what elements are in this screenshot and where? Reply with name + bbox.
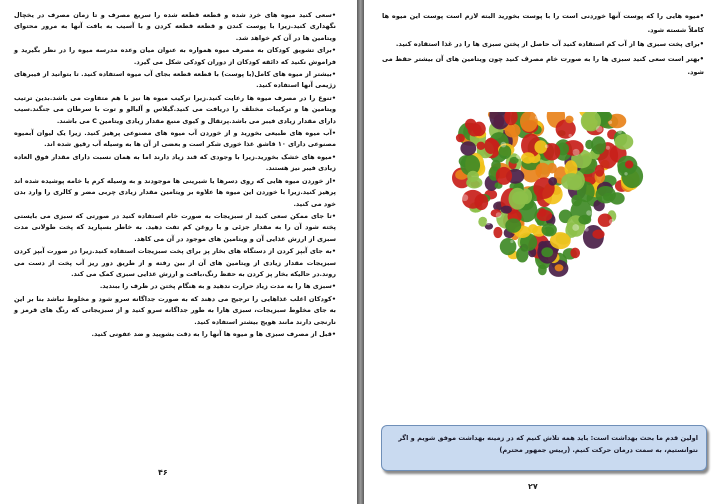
produce-item	[535, 163, 550, 179]
produce-item	[591, 136, 606, 154]
produce-item	[501, 206, 512, 214]
left-page	[0, 0, 357, 504]
produce-item	[456, 134, 465, 143]
produce-highlight	[572, 224, 579, 231]
produce-highlight	[573, 149, 580, 156]
produce-item	[595, 165, 605, 177]
produce-highlight	[535, 267, 538, 270]
produce-item	[555, 264, 564, 271]
paragraph: •قبل از مصرف سبزی ها و میوه ها آنها را به دقت بشویید و ضد عفونی کنید.	[91, 329, 336, 338]
paragraph: •سعی کنید میوه های خرد شده و قطعه قطعه شده را سریع مصرف و تا زمان مصرف در یخچال نگهداری کنید.زیرا با پوست کندن و قطعه قطعه کردن و با آسیب به بافت آنها به مرور محتوای ویتامین ها در آن کم خواهد شد.	[14, 11, 336, 42]
quote-box	[381, 425, 707, 471]
produce-item	[473, 122, 486, 137]
produce-item	[521, 152, 535, 163]
produce-highlight	[475, 216, 479, 220]
produce-highlight	[496, 212, 502, 218]
produce-item	[578, 215, 591, 225]
produce-highlight	[461, 194, 468, 201]
page-number: ۴۶	[158, 468, 168, 477]
paragraph: •از خوردن میوه هایی که روی دسرها یا شیرینی ها موجودند و به وسیله کرم یا خامه پوشیده شده اند پرهیز کنید.زیرا با خوردن این میوه ها علاوه بر ویتامین مقدار زیادی چربی مضر و کالری را وارد بدن خود می کنید.	[14, 176, 336, 208]
produce-highlight	[586, 210, 591, 215]
right-page-body	[382, 10, 704, 81]
produce-item	[477, 142, 486, 150]
produce-item	[505, 218, 521, 232]
produce-highlight	[624, 172, 627, 175]
produce-item	[509, 188, 527, 210]
produce-item	[496, 167, 512, 185]
produce-item	[561, 173, 582, 190]
produce-item	[493, 227, 502, 238]
paragraph: •بهتر است سعی کنید سبزی ها را به صورت خام مصرف کنید چون ویتامین های آن بیشتر حفظ می شود.	[382, 54, 704, 76]
produce-item	[603, 193, 613, 201]
paragraph: •تا جای ممکن سعی کنید از سبزیجات به صورت خام استفاده کنید در صورتی که سبزی می بایستی پخته شود آن را به مقدار جزئی و با روغن کم تفت دهید. به خاطر بسپارید که پخت طولانی مدت سبزی از ارزش غذایی آن و ویتامین های موجود در آن می کاهد.	[14, 211, 336, 243]
paragraph: •برای تشویق کودکان به مصرف میوه همواره به عنوان میان وعده مدرسه میوه را در نظر بگیرید و فراموش نکنید که ذائقه کودکان از دوران کودکی شکل می گیرد.	[14, 46, 336, 66]
produce-highlight	[569, 134, 572, 137]
produce-item	[500, 238, 517, 255]
produce-item	[537, 210, 553, 221]
produce-item	[565, 116, 573, 124]
produce-item	[548, 177, 557, 186]
produce-highlight	[501, 142, 507, 148]
produce-item	[467, 171, 479, 182]
quote-text: اولین قدم ما بحث بهداشت است: باید همه تلاش کنیم که در زمینه بهداشت موفق شویم و اگر نتوانستیم، به سمت درمان حرکت کنیم. (رییس جمهور محترم)	[398, 434, 698, 454]
produce-highlight	[516, 154, 521, 159]
produce-item	[625, 160, 633, 168]
produce-highlight	[535, 116, 538, 119]
produce-item	[520, 112, 538, 132]
paragraph: •بیشتر از میوه های کامل(با پوست) با قطعه قطعه بجای آب میوه استفاده کنید. تا بتوانید از فیبرهای زژیمی آنها استفاده کنید.	[14, 70, 336, 90]
produce-highlight	[596, 126, 603, 133]
paragraph: •آب میوه های طبیعی بخورید و از خوردن آب میوه های مصنوعی پرهیز کنید. زیرا یک لیوان آبمیوه مصنوعی دارای ۱۰ قاشق غذا خوری شکر است و بعضی از آن ها به وسیله آب رقیق شده اند.	[14, 129, 336, 149]
paragraph: •کودکان اغلب غذاهایی را ترجیح می دهند که به صورت جداگانه سرو شود و مخلوط نباشد بنا بر این به جای مخلوط سبزیجات، سبزی هارا به طور جداگانه سرو کنید و از سبزیجاتی که رنگ های قرمز و نارنجی دارند مانند هویج بیشتر استفاده کنید.	[14, 294, 336, 326]
page-number: ۲۷	[528, 482, 538, 491]
right-page	[364, 0, 722, 504]
left-page-body	[14, 10, 336, 341]
produce-item	[622, 164, 644, 188]
produce-highlight	[585, 228, 589, 232]
produce-item	[484, 138, 497, 154]
paragraph: •برای پخت سبزی ها از آب کم استفاده کنید آب حاصل از پختن سبزی ها را در غذا استفاده کنید.	[395, 40, 704, 48]
book-gutter	[357, 0, 364, 504]
produce-item	[499, 145, 512, 159]
produce-highlight	[486, 220, 491, 225]
produce-highlight	[510, 240, 513, 243]
paragraph: •تنوع را در مصرف میوه ها رعایت کنید.زیرا ترکیب میوه ها نیز با هم متفاوت می باشد.بدین ترتیب ویتامین ها و ترکیبات مختلف را دریافت می کنید.گیلاس و آلبالو و توت با سرطان می جنگند.سیب دارای مقدار زیادی فیبر می باشد.پرتقال و کیوی منبع مقدار زیادی ویتامین C می باشند.	[14, 93, 336, 125]
produce-highlight	[545, 145, 549, 149]
produce-item	[478, 217, 487, 227]
paragraph: •به جای آبپز کردن از دستگاه های بخار پز برای پخت سبزیجات استفاده کنید.زیرا در صورت آبپز کردن سبزیجات مقدار زیادی از ویتامین های آن از بین رفته و از طریق دور ریز آب پخت از دست می روند.در حالیکه بخار پز کردن به حفظ رنگ،بافت و ارزش غذایی سبزی کمک می کند.	[14, 247, 336, 278]
produce-item	[542, 223, 557, 236]
produce-item	[592, 230, 604, 239]
produce-highlight	[609, 121, 613, 125]
paragraph: •میوه هایی را که پوست آنها خوردنی است را با پوست بخورید البته لازم است پوست این میوه ها کاملاً شسته شود.	[382, 12, 704, 34]
produce-highlight	[618, 130, 622, 134]
produce-item	[615, 134, 634, 150]
produce-highlight	[609, 219, 615, 225]
paragraph: •میوه های خشک بخورید.زیرا با وجودی که قند زیاد دارند اما به همان نسبت دارای مقدار فوق العاده زیادی فیبر نیز هستند.	[14, 152, 336, 173]
produce-highlight	[606, 146, 610, 150]
produce-item	[460, 141, 476, 155]
heart-of-vegetables-image	[420, 112, 670, 312]
produce-item	[541, 247, 553, 257]
produce-item	[556, 120, 576, 139]
produce-item	[570, 248, 580, 259]
paragraph: •سبزی ها را به مدت زیاد حرارت ندهید و به هنگام پختن در ظرف را ببندید.	[99, 282, 336, 291]
